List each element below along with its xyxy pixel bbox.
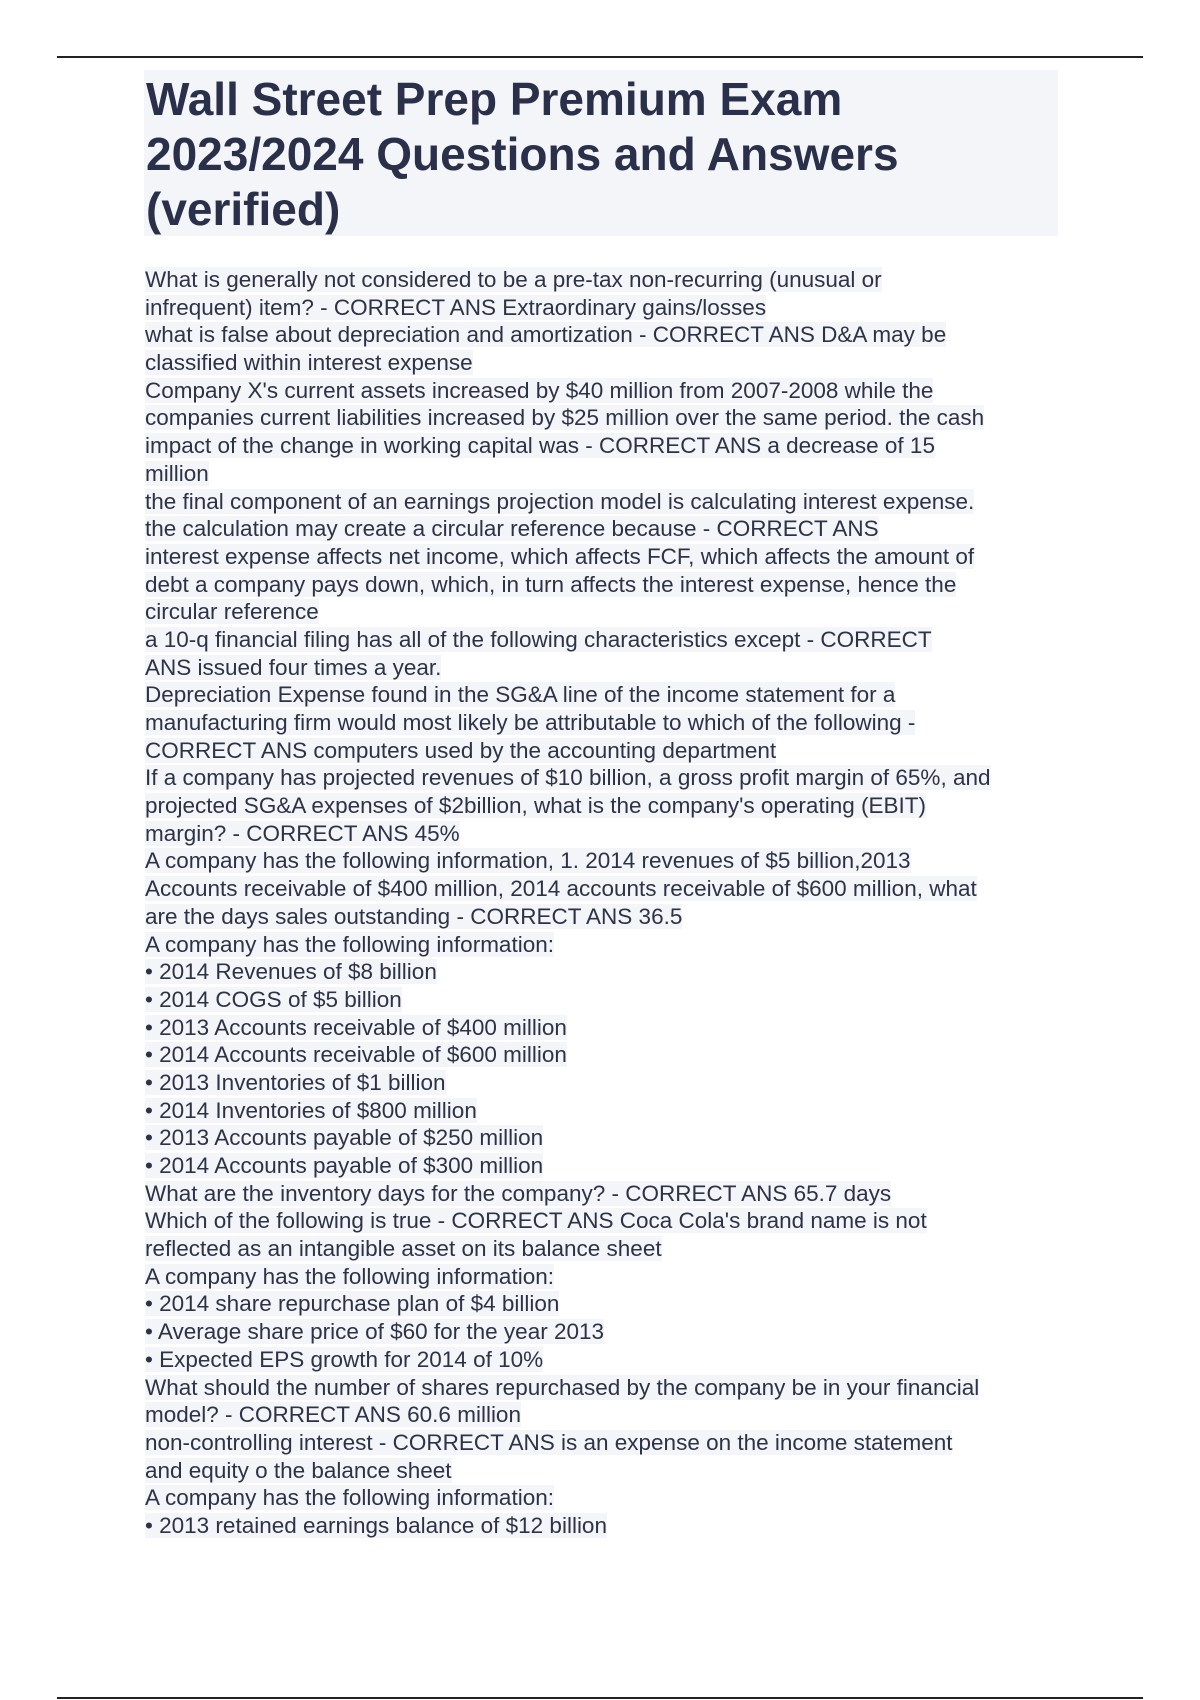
text-line-content: Which of the following is true - CORRECT ANS Coca Cola's brand name is not [145, 1208, 927, 1234]
text-line [145, 1152, 1065, 1180]
text-line [145, 571, 1065, 599]
text-line [145, 1180, 1065, 1208]
text-line [145, 1041, 1065, 1069]
text-line-content: • 2014 Inventories of $800 million [145, 1097, 477, 1123]
title-line: (verified) [146, 183, 341, 235]
text-line-content: • 2013 Inventories of $1 billion [145, 1069, 446, 1095]
text-line-content: What are the inventory days for the company? - CORRECT ANS 65.7 days [145, 1180, 892, 1206]
text-line-content: • 2013 Accounts payable of $250 million [145, 1125, 544, 1151]
text-line [145, 1263, 1065, 1291]
document-title [144, 70, 1058, 236]
text-line-content: What should the number of shares repurchased by the company be in your financial [145, 1374, 980, 1400]
text-line-content: Depreciation Expense found in the SG&A line of the income statement for a [145, 682, 896, 708]
text-line-content: circular reference [145, 599, 319, 625]
text-line-content: non-controlling interest - CORRECT ANS is an expense on the income statement [145, 1429, 953, 1455]
text-line-content: ANS issued four times a year. [145, 654, 442, 680]
text-line-content: what is false about depreciation and amortization - CORRECT ANS D&A may be [145, 322, 947, 348]
text-line-content: a 10-q financial filing has all of the following characteristics except - CORRECT [145, 626, 932, 652]
text-line [145, 515, 1065, 543]
text-line-content: • 2014 share repurchase plan of $4 billion [145, 1291, 560, 1317]
text-line [145, 404, 1065, 432]
text-line-content: model? - CORRECT ANS 60.6 million [145, 1402, 521, 1428]
text-line [145, 903, 1065, 931]
document-body [145, 266, 1065, 1540]
text-line [145, 1290, 1065, 1318]
text-line-content: interest expense affects net income, which affects FCF, which affects the amount of [145, 543, 975, 569]
text-line-content: million [145, 460, 209, 486]
text-line [145, 460, 1065, 488]
text-line-content: Accounts receivable of $400 million, 2014 accounts receivable of $600 million, what [145, 876, 977, 902]
text-line-content: • 2014 COGS of $5 billion [145, 986, 402, 1012]
text-line [145, 792, 1065, 820]
text-line-content: Company X's current assets increased by $40 million from 2007-2008 while the [145, 377, 934, 403]
text-line [145, 820, 1065, 848]
text-line [145, 709, 1065, 737]
text-line [145, 847, 1065, 875]
text-line [145, 737, 1065, 765]
text-line [145, 1374, 1065, 1402]
text-line [145, 1429, 1065, 1457]
text-line-content: margin? - CORRECT ANS 45% [145, 820, 460, 846]
text-line [145, 986, 1065, 1014]
text-line-content: projected SG&A expenses of $2billion, what is the company's operating (EBIT) [145, 793, 926, 819]
text-line [145, 1457, 1065, 1485]
text-line-content: CORRECT ANS computers used by the accounting department [145, 737, 777, 763]
text-line-content: A company has the following information: [145, 931, 554, 957]
text-line-content: the final component of an earnings projection model is calculating interest expense. [145, 488, 975, 514]
text-line [145, 1346, 1065, 1374]
text-line [145, 598, 1065, 626]
text-line [145, 1512, 1065, 1540]
text-line-content: • 2014 Accounts payable of $300 million [145, 1153, 544, 1178]
text-line-content: the calculation may create a circular reference because - CORRECT ANS [145, 516, 879, 542]
text-line-content: • Average share price of $60 for the year 2013 [145, 1319, 605, 1345]
text-line-content: A company has the following information: [145, 1485, 554, 1511]
text-line-content: infrequent) item? - CORRECT ANS Extraordinary gains/losses [145, 294, 767, 320]
text-line [145, 294, 1065, 322]
text-line [145, 681, 1065, 709]
text-line-content: impact of the change in working capital was - CORRECT ANS a decrease of 15 [145, 433, 935, 459]
text-line [145, 543, 1065, 571]
text-line [145, 875, 1065, 903]
text-line-content: A company has the following information, 1. 2014 revenues of $5 billion,2013 [145, 848, 911, 874]
text-line-content: • 2013 retained earnings balance of $12 billion [145, 1512, 607, 1538]
text-line-content: reflected as an intangible asset on its balance sheet [145, 1236, 662, 1262]
text-line [145, 958, 1065, 986]
text-line [145, 764, 1065, 792]
text-line [145, 1484, 1065, 1512]
bottom-rule [57, 1697, 1143, 1699]
text-line-content: • Expected EPS growth for 2014 of 10% [145, 1346, 544, 1372]
text-line [145, 1207, 1065, 1235]
text-line [145, 488, 1065, 516]
text-line-content: • 2014 Revenues of $8 billion [145, 959, 437, 985]
text-line [145, 432, 1065, 460]
text-line [145, 1318, 1065, 1346]
text-line [145, 931, 1065, 959]
text-line [145, 1401, 1065, 1429]
text-line [145, 626, 1065, 654]
text-line [145, 1097, 1065, 1125]
text-line [145, 266, 1065, 294]
text-line [145, 377, 1065, 405]
text-line-content: are the days sales outstanding - CORRECT ANS 36.5 [145, 903, 683, 929]
text-line-content: manufacturing firm would most likely be attributable to which of the following - [145, 710, 916, 735]
text-line [145, 1014, 1065, 1042]
text-line [145, 349, 1065, 377]
text-line-content: companies current liabilities increased by $25 million over the same period. the cash [145, 405, 985, 431]
text-line [145, 1235, 1065, 1263]
text-line-content: • 2013 Accounts receivable of $400 million [145, 1014, 567, 1040]
text-line-content: If a company has projected revenues of $10 billion, a gross profit margin of 65%, and [145, 765, 991, 791]
text-line [145, 1069, 1065, 1097]
text-line-content: debt a company pays down, which, in turn affects the interest expense, hence the [145, 571, 957, 597]
text-line [145, 654, 1065, 682]
text-line-content: and equity o the balance sheet [145, 1457, 452, 1483]
text-line-content: A company has the following information: [145, 1263, 554, 1289]
text-line-content: classified within interest expense [145, 350, 473, 376]
title-line: 2023/2024 Questions and Answers [146, 128, 899, 180]
text-line-content: What is generally not considered to be a pre-tax non-recurring (unusual or [145, 267, 882, 292]
text-line-content: • 2014 Accounts receivable of $600 million [145, 1042, 567, 1068]
top-rule [57, 56, 1143, 58]
title-line: Wall Street Prep Premium Exam [146, 73, 843, 125]
text-line [145, 321, 1065, 349]
text-line [145, 1124, 1065, 1152]
